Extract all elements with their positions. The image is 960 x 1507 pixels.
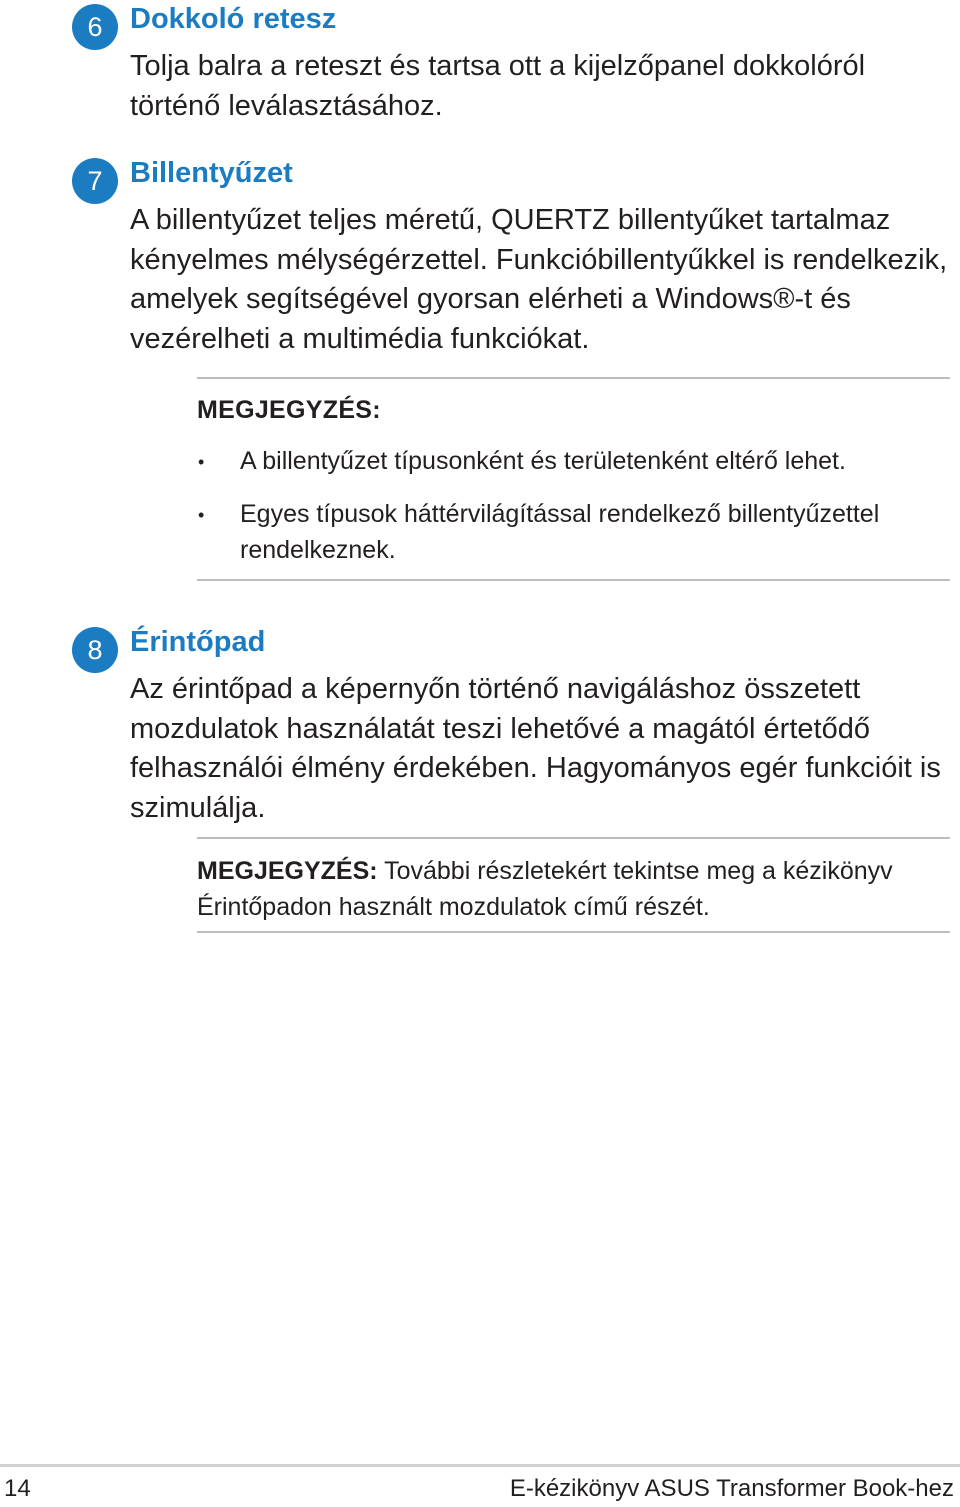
note-label: MEGJEGYZÉS: <box>197 396 381 424</box>
page-number: 14 <box>4 1475 31 1502</box>
note-paragraph <box>197 853 942 925</box>
section-number-badge: 7 <box>72 158 118 204</box>
section-body: Tolja balra a reteszt és tartsa ott a kijelzőpanel dokkolóról történő leválasztásához. <box>130 50 866 122</box>
note-bottom-divider <box>197 579 950 581</box>
section-body: Az érintőpad a képernyőn történő navigáláshoz összetett mozdulatok használatát teszi lehetővé a magától értetődő felhasználói élmény érdekében. Hagyományos egér funkcióit is szimulálja. <box>130 673 941 824</box>
footer-divider <box>0 1464 960 1467</box>
section-title: Billentyűzet <box>130 157 293 189</box>
note-list-item: A billentyűzet típusonként és területenként eltérő lehet. <box>240 447 846 475</box>
section-body: A billentyűzet teljes méretű, QUERTZ billentyűket tartalmaz kényelmes mélységérzettel. Funkcióbillentyűkkel is rendelkezik, amelyek segítségével gyorsan elérheti a Windows®-t és vezérelheti a multimédia funkciókat. <box>130 204 948 355</box>
section-number-badge: 6 <box>72 4 118 50</box>
note-label: MEGJEGYZÉS: <box>197 857 378 885</box>
note-bottom-divider <box>197 931 950 933</box>
section-number-badge: 8 <box>72 627 118 673</box>
bullet-icon: • <box>198 505 205 525</box>
note-top-divider <box>197 377 950 379</box>
section-title: Érintőpad <box>130 626 266 658</box>
note-top-divider <box>197 837 950 839</box>
note-text: További részletekért tekintse meg a kézikönyv Érintőpadon használt mozdulatok című részét. <box>197 857 893 921</box>
note-list-item: Egyes típusok háttérvilágítással rendelkező billentyűzettel rendelkeznek. <box>240 500 880 564</box>
section-title: Dokkoló retesz <box>130 3 337 35</box>
footer-title: E-kézikönyv ASUS Transformer Book-hez <box>509 1475 954 1502</box>
bullet-icon: • <box>198 452 205 472</box>
